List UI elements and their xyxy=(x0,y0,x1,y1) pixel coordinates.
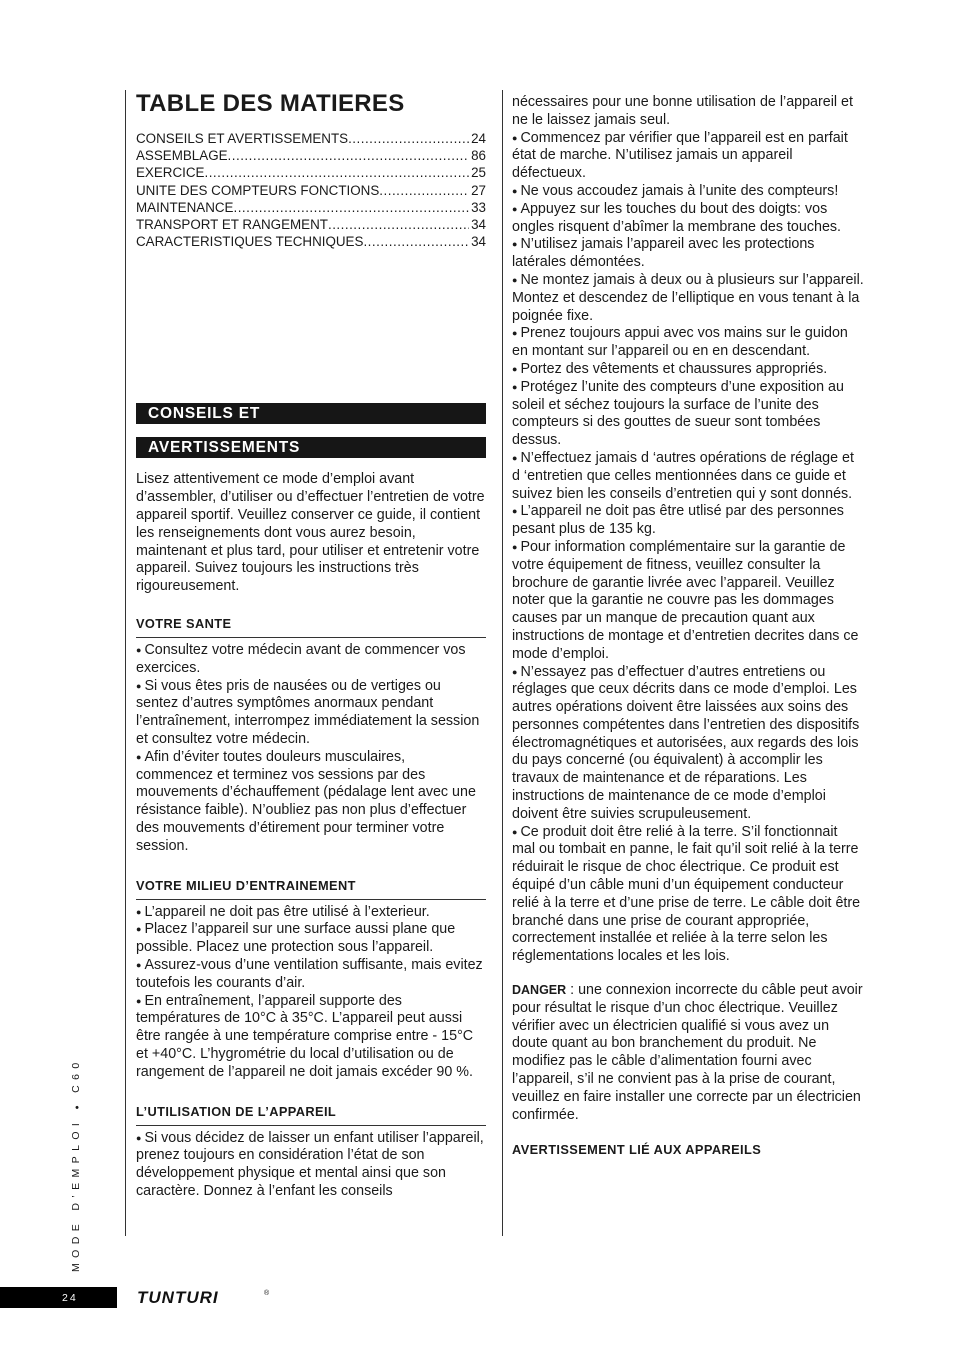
continuation-text: nécessaires pour une bonne utilisation de l’appareil et ne le laissez jamais seul. xyxy=(512,94,853,128)
bullet-icon: ● xyxy=(136,995,142,1006)
list-item: ● N’essayez pas d’effectuer d’autres entretiens ou réglages que ceux décrits dans ce mode d’emploi. Les autres opérations doivent être laissées aux soins des personnes compétentes dans l’entretien des dispositifs électromagnétiques et autorisées, aux regards des lois du pays concerné (ou équivalent) à accomplir les travaux de maintenance et de réparations. Les instructions de maintenance de ce mode d’emploi doivent être suivies scrupuleusement. xyxy=(512,663,860,822)
danger-label: DANGER xyxy=(512,983,567,998)
page-title: TABLE DES MATIERES xyxy=(136,90,405,117)
list-item: ● Si vous décidez de laisser un enfant utiliser l’appareil, prenez toujours en considération l’état de son développement physique et mental ainsi que son caractère. Donnez à l’enfant les conseils xyxy=(136,1129,484,1199)
page-number: 24 xyxy=(62,1292,78,1304)
heading-avertissement-appareils: AVERTISSEMENT LIÉ AUX APPAREILS xyxy=(512,1142,762,1158)
heading-utilisation: L’UTILISATION DE L’APPAREIL xyxy=(136,1104,486,1126)
list-item: ● Prenez toujours appui avec vos mains sur le guidon en montant sur l’appareil ou en en descendant. xyxy=(512,325,848,360)
toc-entry[interactable]: MAINTENANCE ..... 33 xyxy=(136,199,486,216)
logo-registered-mark: ® xyxy=(264,1290,270,1297)
page-number-box xyxy=(0,1287,117,1308)
bullet-icon: ● xyxy=(136,1132,142,1143)
bullet-icon: ● xyxy=(136,959,142,970)
bullet-icon: ● xyxy=(512,203,518,214)
table-of-contents xyxy=(136,130,486,250)
toc-entry[interactable]: ASSEMBLAGE ..... 86 xyxy=(136,147,486,164)
list-item: ● Pour information complémentaire sur la garantie de votre équipement de fitness, veuillez consulter la brochure de garantie livrée avec l’appareil. Veuillez noter que la garantie ne couvre pas les dommages causes par un manque de precaution quant aux instructions de montage et d’entretien decrites dans ce mode d’emploi. xyxy=(512,538,859,662)
list-item: ● N’effectuez jamais d ‘autres opérations de réglage et d ‘entretien que celles mentionnées dans ce guide et suivez bien les conseils d’entretien qui y sont donnés. xyxy=(512,449,854,502)
list-item: ● L’appareil ne doit pas être utlisé par des personnes pesant plus de 135 kg. xyxy=(512,503,844,538)
toc-entry[interactable]: CONSEILS ET AVERTISSEMENTS ..... 24 xyxy=(136,130,486,147)
bullet-icon: ● xyxy=(512,506,518,517)
section-banner-line1: CONSEILS ET xyxy=(136,403,486,424)
bullet-icon: ● xyxy=(512,328,518,339)
list-item: ● Portez des vêtements et chaussures appropriés. xyxy=(512,360,828,377)
list-item: ● L’appareil ne doit pas être utilisé à l’exterieur. xyxy=(136,903,430,920)
sante-bullets xyxy=(136,642,486,856)
bullet-icon: ● xyxy=(136,680,142,691)
bullet-icon: ● xyxy=(512,381,518,392)
bullet-icon: ● xyxy=(512,541,518,552)
bullet-icon: ● xyxy=(136,645,142,655)
bullet-icon: ● xyxy=(512,452,518,463)
tunturi-logo xyxy=(136,1286,276,1308)
list-item: ● Appuyez sur les touches du bout des doigts: vos ongles risquent d’abîmer la membrane des touches. xyxy=(512,200,842,235)
bullet-icon: ● xyxy=(512,666,518,677)
list-item: ● Assurez-vous d’une ventilation suffisante, mais evitez toutefois les courants d’air. xyxy=(136,956,483,991)
utilisation-bullets xyxy=(136,1130,486,1201)
list-item: ● Ne montez jamais à deux ou à plusieurs sur l’appareil. Montez et descendez de l’elliptique en vous tenant à la poignée fixe. xyxy=(512,271,864,324)
bullet-icon: ● xyxy=(136,906,142,917)
list-item: ● Ne vous accoudez jamais à l’unite des compteurs! xyxy=(512,182,839,199)
list-item: ● Placez l’appareil sur une surface aussi plane que possible. Placez une protection sous l’appareil. xyxy=(136,921,456,956)
left-column xyxy=(136,90,486,1201)
side-caption: MODE D’EMPLOI ● C60 xyxy=(70,1057,82,1272)
toc-entry[interactable]: UNITE DES COMPTEURS FONCTIONS ..... 27 xyxy=(136,182,486,199)
center-column-rule xyxy=(502,90,503,1236)
bullet-icon: ● xyxy=(136,924,142,935)
list-item: ● Afin d’éviter toutes douleurs musculaires, commencez et terminez vos sessions par des mouvements d’échauffement (pédalage lent avec une résistance faible). N’oubliez pas non plus d’effectuer des mouvements d’étirement pour terminer votre session. xyxy=(136,748,476,854)
bullet-icon: ● xyxy=(512,826,518,837)
section-banner-line2: AVERTISSEMENTS xyxy=(136,437,486,458)
list-item: ● Si vous êtes pris de nausées ou de vertiges ou sentez d’autres symptômes anormaux pendant l’entraînement, interrompez immédiatement la session et consultez votre médecin. xyxy=(136,677,480,747)
list-item: ● Consultez votre médecin avant de commencer vos exercices. xyxy=(136,642,466,676)
logo-icon xyxy=(136,1286,276,1308)
bullet-icon: ● xyxy=(74,1101,81,1110)
list-item: ● Ce produit doit être relié à la terre. S’il fonctionnait mal ou tombait en panne, le fait qu’il soit relié à la terre réduirait le risque de choc électrique. Ce produit est équipé d’un câble muni d’un équipement conducteur relié à la terre et d’une prise de terre. Le câble doit être branché dans une prise de courant appropriée, correctement installée et reliée à la terre selon les réglementations locales et les lois. xyxy=(512,823,861,965)
milieu-bullets xyxy=(136,904,486,1082)
bullet-icon: ● xyxy=(512,185,518,196)
heading-votre-milieu: VOTRE MILIEU D’ENTRAINEMENT xyxy=(136,878,486,900)
danger-paragraph: DANGER : une connexion incorrecte du câble peut avoir pour résultat le risque d’un choc électrique. Veuillez vérifier avec un électricien qualifié si vous avez un doute quant au bon branchement du produit. Ne modifiez pas le câble d’alimentation fourni avec l’appareil, s’il ne convient pas à la prise de courant, veuillez en faire installer une correcte par un électricien confirmée. xyxy=(512,982,863,1123)
heading-votre-sante: VOTRE SANTE xyxy=(136,616,486,638)
logo-wordmark: TUNTURI xyxy=(137,1288,219,1307)
bullet-icon: ● xyxy=(512,239,518,250)
list-item: ● En entraînement, l’appareil supporte des températures de 10°C à 35°C. L’appareil peut aussi être rangée à une température comprise entre - 15°C et +40°C. L’hygrométrie du local d’utilisation ou de rangement de l’appareil ne doit jamais excéder 90 %. xyxy=(136,992,474,1080)
list-item: ● Protégez l’unite des compteurs d’une exposition au soleil et séchez toujours la surface de l’unite des compteurs si des gouttes de sueur sont tombées dessus. xyxy=(512,378,844,449)
list-item: ● Commencez par vérifier que l’appareil est en parfait état de marche. N’utilisez jamais un appareil défectueux. xyxy=(512,129,848,182)
intro-paragraph: Lisez attentivement ce mode d’emploi avant d’assembler, d’utiliser ou d’effectuer l’entretien de votre appareil sportif. Veuillez conserver ce guide, il contient les renseignements dont vous aurez besoin, maintenant et plus tard, pour utiliser et entretenir votre appareil. Suivez toujours les instructions très rigoureusement. xyxy=(136,471,485,595)
left-column-rule xyxy=(125,90,126,1236)
list-item: ● N’utilisez jamais l’appareil avec les protections latérales démontées. xyxy=(512,236,815,271)
toc-entry[interactable]: CARACTERISTIQUES TECHNIQUES ..... 34 xyxy=(136,233,486,250)
toc-entry[interactable]: TRANSPORT ET RANGEMENT ..... 34 xyxy=(136,216,486,233)
bullet-icon: ● xyxy=(512,363,518,374)
bullet-icon: ● xyxy=(136,751,142,762)
right-column xyxy=(512,94,864,1163)
bullet-icon: ● xyxy=(512,132,518,143)
toc-entry[interactable]: EXERCICE ..... 25 xyxy=(136,164,486,181)
bullet-icon: ● xyxy=(512,274,518,285)
right-bullets xyxy=(512,130,864,966)
